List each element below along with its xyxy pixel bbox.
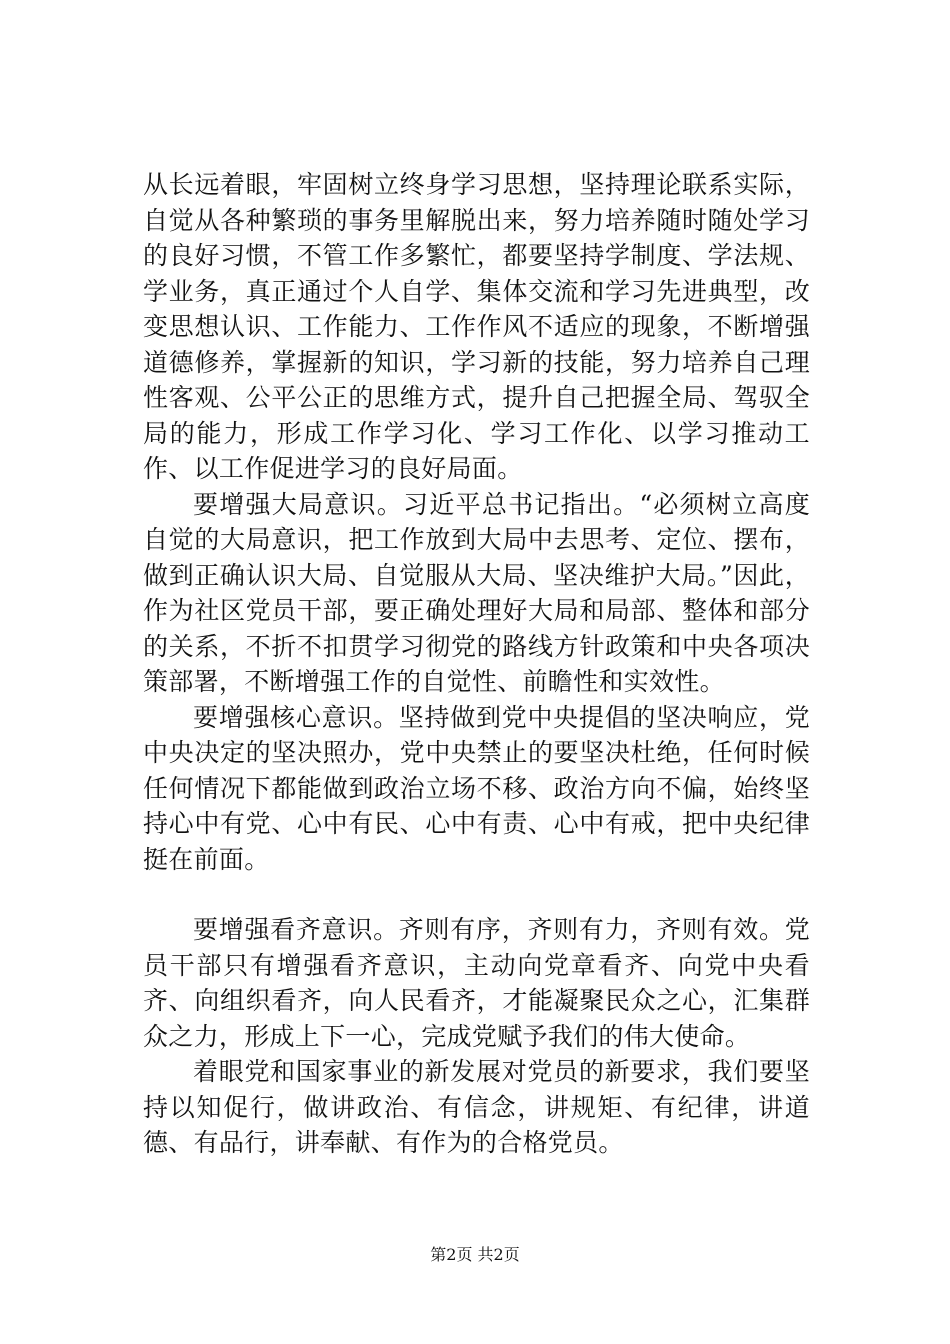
paragraph-alignment-awareness: 要增强看齐意识。齐则有序，齐则有力，齐则有效。党员干部只有增强看齐意识，主动向党章看齐、向党中央看齐、向组织看齐，向人民看齐，才能凝聚民众之心，汇集群众之力，形成上下一心，完成党赋予我们的伟大使命。	[143, 915, 810, 1051]
paragraph-continuation: 从长远着眼，牢固树立终身学习思想，坚持理论联系实际，自觉从各种繁琐的事务里解脱出来，努力培养随时随处学习的良好习惯，不管工作多繁忙，都要坚持学制度、学法规、学业务，真正通过个人自学、集体交流和学习先进典型，改变思想认识、工作能力、工作作风不适应的现象，不断增强道德修养，掌握新的知识，学习新的技能，努力培养自己理性客观、公平公正的思维方式，提升自己把握全局、驾驭全局的能力，形成工作学习化、学习工作化、以学习推动工作、以工作促进学习的良好局面。	[143, 170, 810, 483]
document-body	[143, 167, 810, 1161]
page-number-footer: 第2页 共2页	[430, 1245, 520, 1264]
paragraph-core-awareness: 要增强核心意识。坚持做到党中央提倡的坚决响应，党中央决定的坚决照办，党中央禁止的要坚决杜绝，任何时候任何情况下都能做到政治立场不移、政治方向不偏，始终坚持心中有党、心中有民、心中有责、心中有戒，把中央纪律挺在前面。	[143, 702, 810, 874]
paragraph-overall-awareness: 要增强大局意识。习近平总书记指出。“必须树立高度自觉的大局意识，把工作放到大局中去思考、定位、摆布，做到正确认识大局、自觉服从大局、坚决维护大局。”因此，作为社区党员干部，要正确处理好大局和局部、整体和部分的关系，不折不扣贯学习彻党的路线方针政策和中央各项决策部署，不断增强工作的自觉性、前瞻性和实效性。	[143, 489, 810, 696]
paragraph-conclusion: 着眼党和国家事业的新发展对党员的新要求，我们要坚持以知促行，做讲政治、有信念，讲规矩、有纪律，讲道德、有品行，讲奉献、有作为的合格党员。	[143, 1057, 810, 1157]
